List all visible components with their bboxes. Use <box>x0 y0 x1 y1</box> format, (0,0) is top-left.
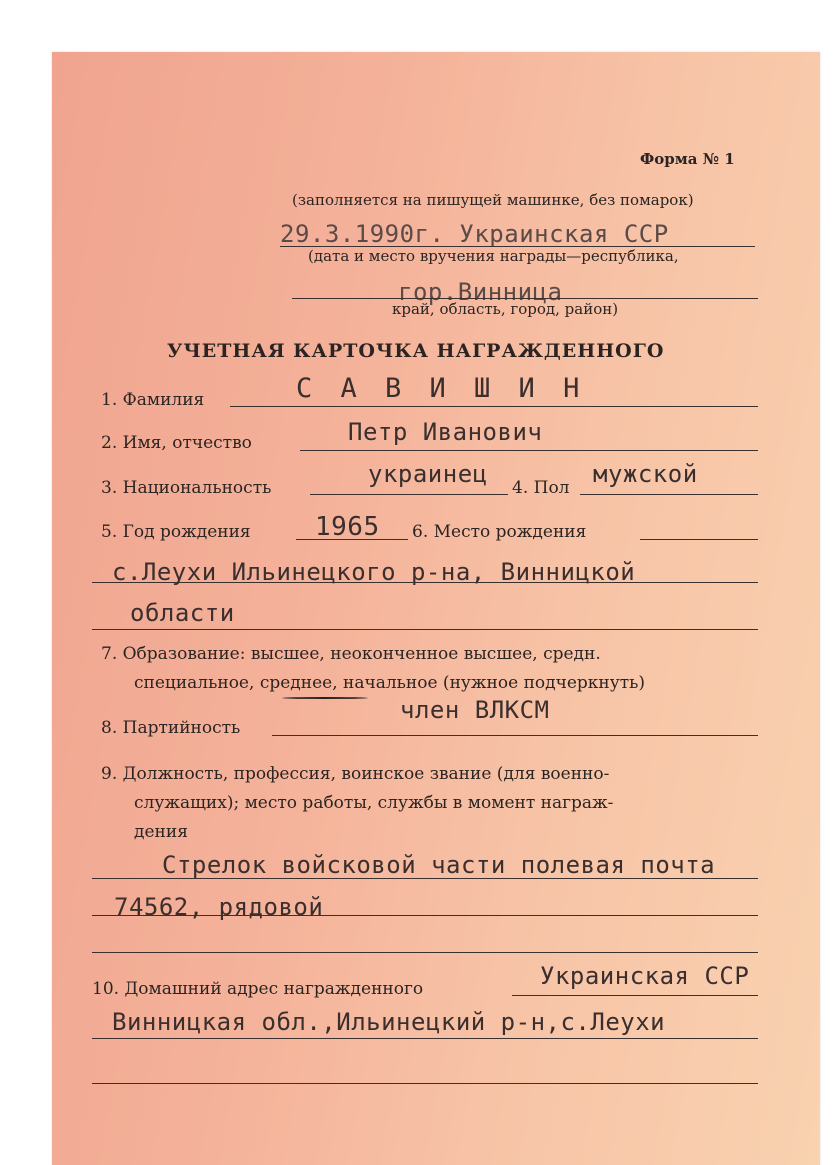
birthplace-value-2: области <box>130 599 235 627</box>
birthplace-value-1: с.Леухи Ильинецкого р-на, Винницкой <box>112 558 636 586</box>
address-line-2 <box>92 1083 758 1084</box>
education-label: 7. Образование: высшее, неоконченное высшее, средн. <box>101 644 601 664</box>
award-card-sheet <box>52 52 820 1165</box>
birth-year-label: 5. Год рождения <box>101 522 251 542</box>
address-line-1 <box>92 1038 758 1039</box>
birth-year-line <box>296 539 408 540</box>
party-line <box>272 735 758 736</box>
birthplace-line-1 <box>92 582 758 583</box>
date-place-caption: (дата и место вручения награды—республика, <box>308 247 679 265</box>
position-line-3 <box>92 952 758 953</box>
position-line-1 <box>92 878 758 879</box>
name-value: Петр Иванович <box>348 418 543 446</box>
nationality-value: украинец <box>368 460 488 488</box>
position-value-1: Стрелок войсковой части полевая почта <box>162 851 716 879</box>
form-number: Форма № 1 <box>640 150 735 168</box>
surname-line <box>230 406 758 407</box>
education-line2 <box>134 675 645 692</box>
education-underline-mark <box>282 697 368 699</box>
nationality-line <box>310 494 508 495</box>
address-label: 10. Домашний адрес награжденного <box>92 979 424 999</box>
education-option-rest: , начальное (нужное подчеркнуть) <box>332 673 646 693</box>
address-value-2: Винницкая обл.,Ильинецкий р-н,с.Леухи <box>112 1008 666 1036</box>
position-label-2: служащих); место работы, службы в момент награж- <box>134 793 614 813</box>
name-line <box>300 450 758 451</box>
position-value-2: 74562, рядовой <box>114 893 324 921</box>
nationality-label: 3. Национальность <box>101 478 272 498</box>
sex-label: 4. Пол <box>512 478 570 498</box>
city-line <box>292 298 758 299</box>
position-label-1: 9. Должность, профессия, воинское звание (для военно- <box>101 764 610 784</box>
instruction-text: (заполняется на пишущей машинке, без помарок) <box>292 191 694 209</box>
position-line-2 <box>92 915 758 916</box>
city-value: гор.Винница <box>398 278 563 306</box>
birth-year-value: 1965 <box>315 512 380 542</box>
address-line-short <box>512 995 758 996</box>
education-option-secondary: среднее <box>259 673 333 693</box>
award-date-place-value: 29.3.1990г. Украинская ССР <box>280 220 669 248</box>
position-label-3: дения <box>134 822 188 842</box>
address-value-1: Украинская ССР <box>540 962 750 990</box>
birthplace-label: 6. Место рождения <box>412 522 587 542</box>
birthplace-line-2 <box>92 629 758 630</box>
party-label: 8. Партийность <box>101 718 241 738</box>
sex-line <box>580 494 758 495</box>
name-label: 2. Имя, отчество <box>101 433 252 453</box>
education-option-special: специальное, <box>134 673 255 693</box>
sex-value: мужской <box>593 460 698 488</box>
party-value: член ВЛКСМ <box>400 696 550 724</box>
surname-label: 1. Фамилия <box>101 390 205 410</box>
region-caption: край, область, город, район) <box>392 300 619 318</box>
card-title: УЧЕТНАЯ КАРТОЧКА НАГРАЖДЕННОГО <box>167 340 665 362</box>
surname-value: С А В И Ш И Н <box>296 373 586 404</box>
birthplace-line-short <box>640 539 758 540</box>
